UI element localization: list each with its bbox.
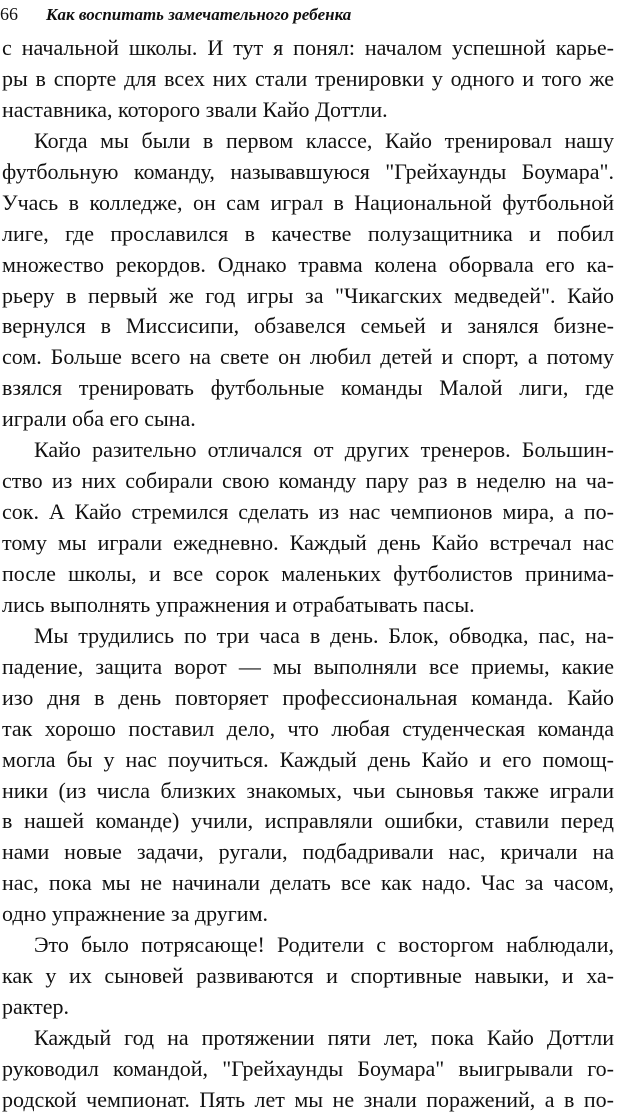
paragraph bbox=[2, 621, 614, 930]
text-line: как у их сыновей развиваются и спортивные навыки, и ха- bbox=[2, 963, 614, 989]
text-line: Учась в колледже, он сам играл в Национальной футбольной bbox=[2, 189, 614, 215]
text-line: тому мы играли ежедневно. Каждый день Кайо встречал нас bbox=[2, 530, 614, 555]
text-line: с начальной школы. И тут я понял: началом успешной карье- bbox=[2, 35, 614, 60]
text-line: сок. А Кайо стремился сделать из нас чемпионов мира, а по- bbox=[2, 499, 614, 525]
text-line: рьеру в первый же год игры за "Чикагских медведей". Кайо bbox=[2, 282, 614, 308]
text-line: руководил командой, "Грейхаунды Боумара" выигрывали го- bbox=[2, 1055, 614, 1081]
text-line: рактер. bbox=[2, 994, 70, 1020]
text-line: Мы трудились по три часа в день. Блок, обводка, пас, на- bbox=[34, 622, 614, 648]
text-line: после школы, и все сорок маленьких футболистов принима- bbox=[2, 560, 614, 586]
text-line: сом. Больше всего на свете он любил детей и спорт, а потому bbox=[2, 344, 614, 370]
text-line: одно упражнение за другим. bbox=[2, 901, 268, 927]
text-line: Это было потрясающе! Родители с восторгом наблюдали, bbox=[34, 932, 614, 958]
text-line: вернулся в Миссисипи, обзавелся семьей и занялся бизне- bbox=[2, 313, 614, 339]
text-line: играли оба его сына. bbox=[2, 406, 196, 432]
text-line: ство из них собирали свою команду пару раз в неделю на ча- bbox=[2, 468, 614, 494]
text-line: падение, защита ворот — мы выполняли все приемы, какие bbox=[2, 653, 614, 679]
text-line: в нашей команде) учили, исправляли ошибки, ставили перед bbox=[2, 808, 614, 834]
text-line: так хорошо поставил дело, что любая студенческая команда bbox=[2, 715, 614, 741]
text-line: нас, пока мы не начинали делать все как надо. Час за часом, bbox=[2, 870, 614, 896]
text-line: ники (из числа близких знакомых, чьи сыновья также играли bbox=[2, 777, 614, 803]
paragraph bbox=[2, 435, 614, 621]
text-line: могла бы у нас поучиться. Каждый день Кайо и его помощ- bbox=[2, 746, 614, 772]
text-line: лиге, где прославился в качестве полузащитника и побил bbox=[2, 220, 614, 246]
text-line: ры в спорте для всех них стали тренировки у одного и того же bbox=[2, 65, 614, 91]
text-line: наставника, которого звали Кайо Доттли. bbox=[2, 96, 388, 122]
text-line: взялся тренировать футбольные команды Малой лиги, где bbox=[2, 375, 614, 401]
paragraph bbox=[2, 1023, 614, 1116]
paragraph bbox=[2, 33, 614, 126]
text-line: нами новые задачи, ругали, подбадривали нас, кричали на bbox=[2, 839, 614, 865]
running-title: Как воспитать замечательного ребенка bbox=[46, 5, 352, 24]
text-line: Когда мы были в первом классе, Кайо тренировал нашу bbox=[34, 127, 614, 153]
paragraph bbox=[2, 126, 614, 435]
text-line: Каждый год на протяжении пяти лет, пока Кайо Доттли bbox=[34, 1025, 614, 1050]
running-header bbox=[0, 2, 610, 28]
text-line: родской чемпионат. Пять лет мы не знали поражений, а в по- bbox=[2, 1086, 614, 1112]
text-line: лись выполнять упражнения и отрабатывать пасы. bbox=[2, 591, 475, 617]
paragraph bbox=[2, 930, 614, 1023]
page-number: 66 bbox=[0, 4, 18, 24]
text-line: множество рекордов. Однако травма колена оборвала его ка- bbox=[2, 251, 614, 277]
text-line: Кайо разительно отличался от других тренеров. Большин- bbox=[34, 437, 614, 463]
text-line: изо дня в день повторяет профессиональная команда. Кайо bbox=[2, 684, 614, 710]
body-text bbox=[2, 33, 614, 1116]
text-line: футбольную команду, называвшуюся "Грейхаунды Боумара". bbox=[2, 158, 614, 184]
